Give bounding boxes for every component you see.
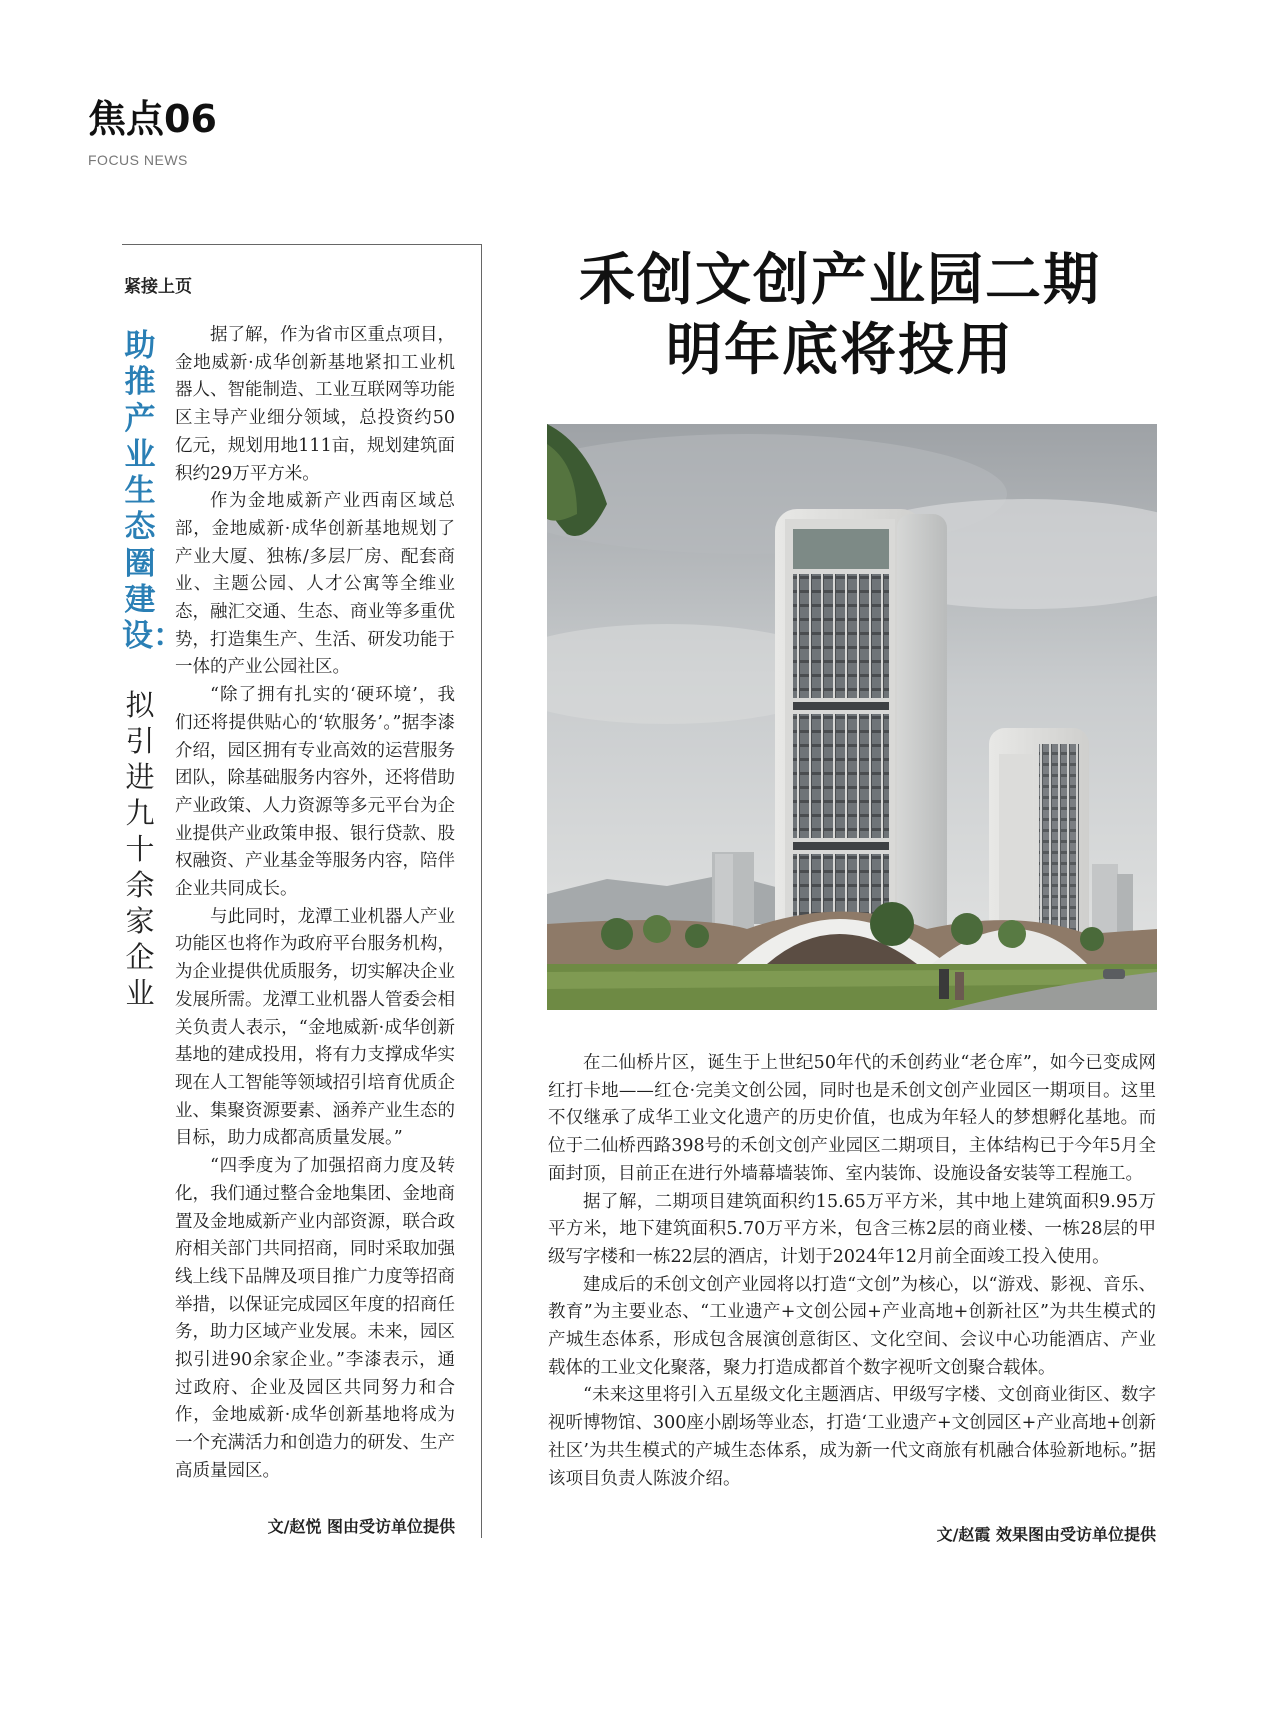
main-credit: 文/赵霞 效果图由受访单位提供: [936, 1525, 1156, 1544]
sidebar-credit: 文/赵悦 图由受访单位提供: [267, 1517, 455, 1536]
main-paragraph: 建成后的禾创文创产业园将以打造“文创”为核心，以“游戏、影视、音乐、教育”为主要业态、“工业遗产+文创公园+产业高地+创新社区”为共生模式的产城生态体系，形成包含展演创意街区、文化空间、会议中心功能酒店、产业载体的工业文化聚落，聚力打造成都首个数字视听文创聚合载体。: [548, 1274, 1156, 1378]
building-rendering: [547, 424, 1157, 1010]
section-subtitle: FOCUS NEWS: [88, 152, 188, 168]
sidebar-paragraph: “除了拥有扎实的‘硬环境’，我们还将提供贴心的‘软服务’。”据李漆介绍，园区拥有专业高效的运营服务团队，除基础服务内容外，还将借助产业政策、人力资源等多元平台为企业提供产业政策申报、银行贷款、股权融资、产业基金等服务内容，陪伴企业共同成长。: [175, 685, 455, 900]
sidebar-paragraph: 据了解，作为省市区重点项目，金地威新·成华创新基地紧扣工业机器人、智能制造、工业互联网等功能区主导产业细分领域，总投资约50亿元，规划用地111亩，规划建筑面积约29万平方米。: [175, 325, 455, 484]
main-paragraph: 在二仙桥片区，诞生于上世纪50年代的禾创药业“老仓库”，如今已变成网红打卡地——红仓·完美文创公园，同时也是禾创文创产业园区一期项目。这里不仅继承了成华工业文化遗产的历史价值，也成为年轻人的梦想孵化基地。而位于二仙桥西路398号的禾创文创产业园区二期项目，主体结构已于今年5月全面封顶，目前正在进行外墙幕墙装饰、室内装饰、设施设备安装等工程施工。: [548, 1053, 1156, 1184]
main-paragraph: 据了解，二期项目建筑面积约15.65万平方米，其中地上建筑面积9.95万平方米，地下建筑面积5.70万平方米，包含三栋2层的商业楼、一栋28层的甲级写字楼和一栋22层的酒店，计划于2024年12月前全面竣工投入使用。: [548, 1191, 1156, 1267]
sidebar-paragraph: 与此同时，龙潭工业机器人产业功能区也将作为政府平台服务机构，为企业提供优质服务，切实解决企业发展所需。龙潭工业机器人管委会相关负责人表示，“金地威新·成华创新基地的建成投用，将有力支撑成华实现在人工智能等领域招引培育优质企业、集聚资源要素、涵养产业生态的目标，助力成都高质量发展。”: [175, 906, 455, 1149]
sidebar-headline-sub: 拟引进九十余家企业: [125, 688, 155, 1010]
article-title-line1: 禾创文创产业园二期: [579, 248, 1101, 313]
article-title: [530, 246, 1150, 386]
main-article: [548, 1050, 1156, 1493]
article-title-line2: 明年底将投用: [666, 318, 1014, 383]
main-paragraph: “未来这里将引入五星级文化主题酒店、甲级写字楼、文创商业街区、数字视听博物馆、300座小剧场等业态，打造‘工业遗产+文创园区+产业高地+创新社区’为共生模式的产城生态体系，成为新一代文商旅有机融合体验新地标。”据该项目负责人陈波介绍。: [548, 1385, 1156, 1489]
sidebar-article: [175, 322, 455, 1486]
sidebar-paragraph: 作为金地威新产业西南区域总部，金地威新·成华创新基地规划了产业大厦、独栋/多层厂房、配套商业、主题公园、人才公寓等全维业态，融汇交通、生态、商业等多重优势，打造集生产、生活、研发功能于一体的产业公园社区。: [175, 491, 455, 678]
sidebar-paragraph: “四季度为了加强招商力度及转化，我们通过整合金地集团、金地商置及金地威新产业内部资源，联合政府相关部门共同招商，同时采取加强线上线下品牌及项目推广力度等招商举措，以保证完成园区年度的招商任务，助力区域产业发展。未来，园区拟引进90余家企业。”李漆表示，通过政府、企业及园区共同努力和合作，金地威新·成华创新基地将成为一个充满活力和创造力的研发、生产高质量园区。: [175, 1156, 455, 1481]
sidebar-headline-main: 助推产业生态圈建设：: [122, 328, 184, 655]
section-title: 焦点06: [88, 97, 217, 141]
continued-label: 紧接上页: [124, 277, 192, 297]
